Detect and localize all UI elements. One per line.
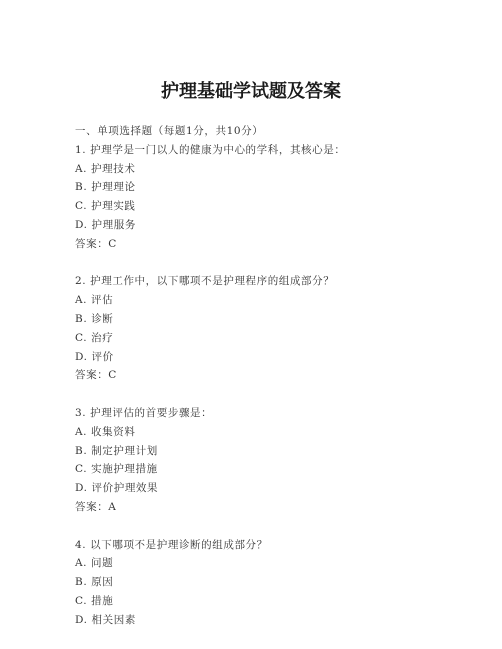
option-d: D. 评价: [75, 350, 114, 363]
option-d: D. 相关因素: [75, 613, 136, 626]
option-a: A. 问题: [75, 557, 114, 570]
question-block: [75, 272, 475, 385]
question-stem: 2. 护理工作中，以下哪项不是护理程序的组成部分？: [75, 275, 335, 288]
option-c: C. 治疗: [75, 331, 114, 344]
blank-line: [75, 385, 475, 404]
option-c: C. 护理实践: [75, 200, 136, 213]
answer-line: 答案：C: [75, 237, 117, 250]
option-b: B. 护理理论: [75, 181, 136, 194]
question-block: [75, 141, 475, 254]
question-block: [75, 404, 475, 517]
option-a: A. 护理技术: [75, 162, 136, 175]
option-a: A. 评估: [75, 294, 114, 307]
option-c: C. 实施护理措施: [75, 463, 158, 476]
question-stem: 3. 护理评估的首要步骤是：: [75, 406, 213, 419]
option-d: D. 评价护理效果: [75, 482, 159, 495]
option-a: A. 收集资料: [75, 425, 136, 438]
option-b: B. 制定护理计划: [75, 444, 158, 457]
answer-line: 答案：A: [75, 500, 117, 513]
answer-line: 答案：C: [75, 369, 117, 382]
document-title: 护理基础学试题及答案: [161, 81, 341, 102]
blank-line: [75, 254, 475, 273]
section-heading: 一、单项选择题（每题1分，共10分）: [75, 125, 264, 137]
question-block: [75, 536, 475, 630]
option-d: D. 护理服务: [75, 218, 136, 231]
option-b: B. 原因: [75, 576, 114, 589]
blank-line: [75, 517, 475, 536]
question-stem: 4. 以下哪项不是护理诊断的组成部分？: [75, 538, 268, 551]
option-c: C. 措施: [75, 594, 114, 607]
document-body: [75, 122, 475, 630]
question-stem: 1. 护理学是一门以人的健康为中心的学科，其核心是：: [75, 143, 346, 156]
option-b: B. 诊断: [75, 312, 114, 325]
